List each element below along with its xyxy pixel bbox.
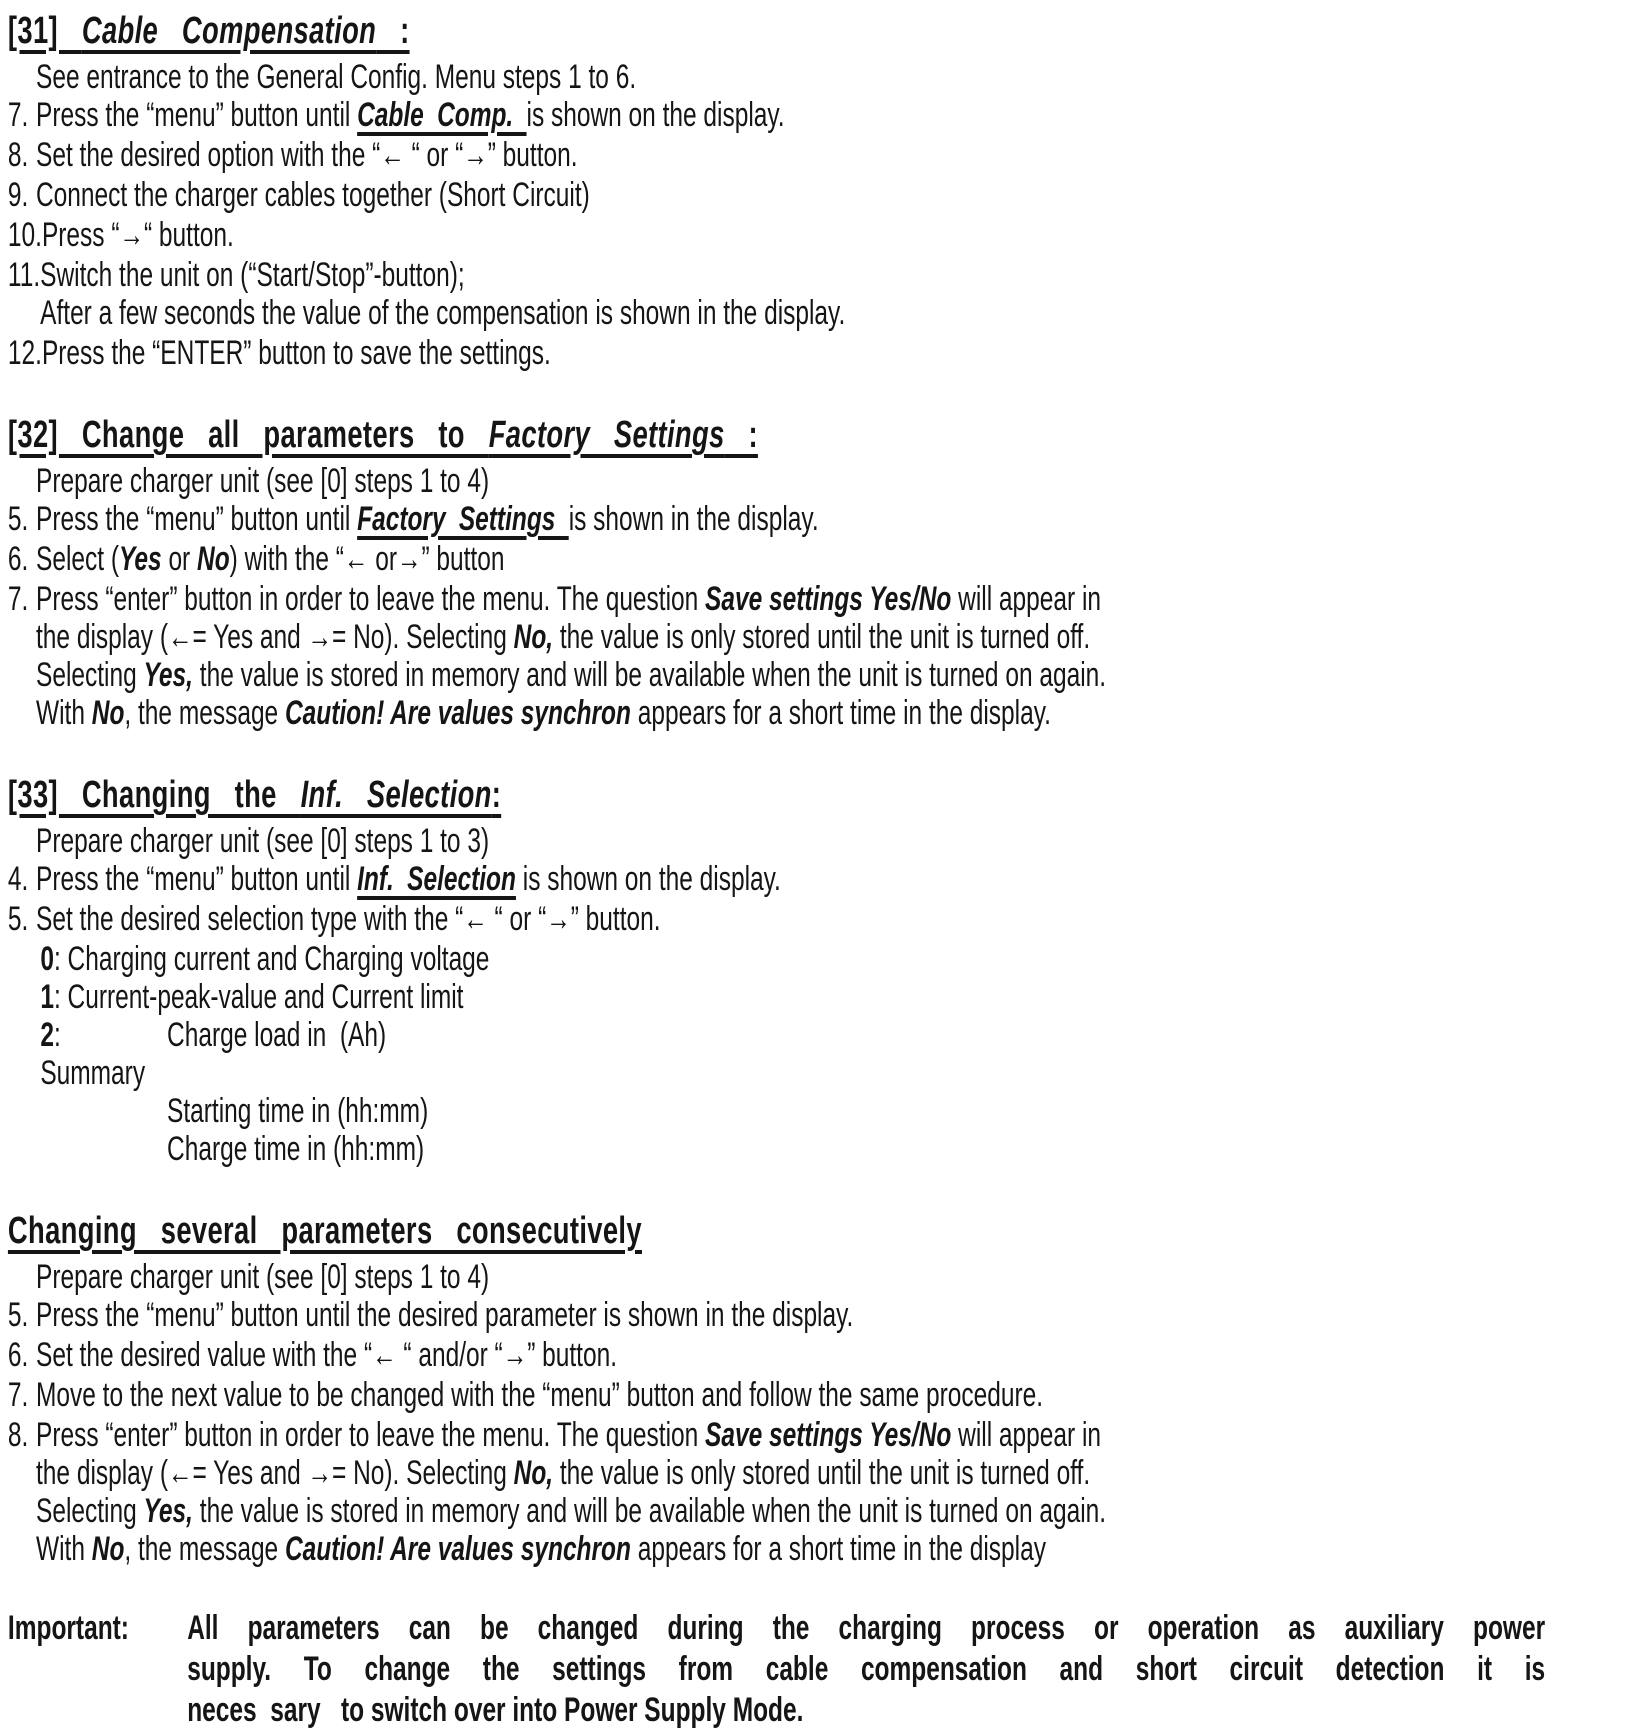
section-consecutive-heading [8,1208,1634,1254]
text-line [36,580,1634,618]
text-run: Select ( [36,540,119,578]
step-text [36,1296,1634,1334]
step-item-5 [8,900,1634,938]
text-run: Inf. Selection [357,860,516,898]
step-number: 12. [7,334,42,372]
step-item-7 [8,96,1634,134]
step-text [36,96,1634,134]
section-32-factory-settings [8,412,1634,732]
step-text [36,1416,1634,1568]
text-run: the display (←= Yes and →= No). Selecting [36,618,514,656]
step-number: 10. [7,216,42,254]
selection-option-1 [40,978,1633,1016]
text-run: Press the “menu” button until [36,500,358,538]
step-item-6 [8,1336,1634,1374]
step-text [42,216,1634,254]
text-run: [31] [7,10,82,52]
text-run: Save settings Yes/No [705,1416,952,1454]
selection-option-2-line2: Starting time in (hh:mm) [167,1092,429,1130]
text-run: Inf. Selection [300,774,492,816]
step-number: 6. [7,540,29,578]
section-consecutive-intro: Prepare charger unit (see [0] steps 1 to 4) [36,1258,490,1296]
text-run: : Charging current and Charging voltage [53,940,490,978]
text-run: Yes [118,540,162,578]
step-text [36,900,1634,938]
text-run: , the message [124,694,285,732]
text-line: All parameters can be changed during the charging process or operation as auxiliary power [187,1609,1546,1647]
text-run: Yes, [143,656,193,694]
text-line: neces sary to switch over into Power Supply Mode. [187,1691,804,1729]
text-run: Switch the unit on (“Start/Stop”-button); [40,256,465,294]
section-32-intro: Prepare charger unit (see [0] steps 1 to 4) [36,462,490,500]
selection-option-2-line3: Charge time in (hh:mm) [167,1130,425,1168]
step-text [36,136,1634,174]
option-key: 2 [40,1016,54,1054]
step-item-11 [8,256,1634,332]
text-run: [32] Change all parameters to [7,414,489,456]
option-key: 1 [40,978,54,1016]
step-text [36,1336,1634,1374]
text-run: With [36,694,92,732]
step-number: 5. [7,1296,29,1334]
text-run: or [161,540,198,578]
step-number: 7. [7,580,29,618]
step-number: 8. [7,136,29,174]
step-item-10 [8,216,1634,254]
text-run: Cable Compensation [81,10,377,52]
step-number: 5. [7,500,29,538]
section-33-intro: Prepare charger unit (see [0] steps 1 to 3) [36,822,490,860]
important-text [187,1608,1545,1731]
step-text [36,580,1634,732]
text-run: Caution! Are values synchron [284,694,631,732]
step-item-6 [8,540,1634,578]
text-line [36,1454,1634,1492]
text-run: No, [513,618,554,656]
step-number: 9. [7,176,29,214]
step-number: 7. [7,96,29,134]
text-run: Set the desired option with the “← “ or “→” button. [36,136,578,174]
step-item-4 [8,860,1634,898]
text-line [36,694,1634,732]
step-item-8 [8,1416,1634,1568]
section-consecutive-parameters [8,1208,1634,1568]
text-run: Factory Settings [357,500,569,538]
step-number: 8. [7,1416,29,1454]
text-run: Press the “ENTER” button to save the settings. [41,334,551,372]
text-line [36,1530,1634,1568]
step-text [40,256,1634,332]
step-text [42,334,1634,372]
step-item-12 [8,334,1634,372]
section-31-cable-compensation [8,8,1634,372]
section-31-heading [8,8,1634,54]
text-run: Set the desired value with the “← “ and/or “→” button. [36,1336,618,1374]
text-run: Press the “menu” button until [36,860,358,898]
text-run: Factory Settings [488,414,725,456]
important-label: Important: [7,1609,129,1647]
text-run: Press the “menu” button until [36,96,358,134]
section-31-intro: See entrance to the General Config. Menu steps 1 to 6. [36,58,637,96]
step-text [36,176,1634,214]
text-run: will appear in [951,1416,1102,1454]
text-run: Cable Comp. [357,96,527,134]
text-run: Caution! Are values synchron [284,1530,631,1568]
text-run: appears for a short time in the display [630,1530,1046,1568]
step-item-9 [8,176,1634,214]
text-line: supply. To change the settings from cable compensation and short circuit detection it is [187,1650,1546,1688]
text-run: Press “→“ button. [41,216,234,254]
step-number: 6. [7,1336,29,1374]
text-run: ) with the “← or→” button [229,540,505,578]
text-run: , the message [124,1530,285,1568]
text-run: No [91,694,125,732]
text-run: Press “enter” button in order to leave the menu. The question [36,1416,706,1454]
option-key: 0 [40,940,54,978]
step-item-8 [8,136,1634,174]
text-run: is shown on the display. [515,860,781,898]
text-run: : Current-peak-value and Current limit [53,978,464,1016]
text-run: Move to the next value to be changed with the “menu” button and follow the same procedure. [36,1376,1044,1414]
important-note [8,1608,1634,1731]
step-text [36,860,1634,898]
text-run: Selecting [36,1492,144,1530]
step-text [36,540,1634,578]
text-run: the value is only stored until the unit is turned off. [553,618,1091,656]
text-run: is shown in the display. [568,500,819,538]
text-run: Press the “menu” button until the desired parameter is shown in the display. [36,1296,854,1334]
text-run: appears for a short time in the display. [630,694,1051,732]
text-run: With [36,1530,92,1568]
text-run: Changing several parameters consecutively [7,1210,642,1252]
text-run: the value is stored in memory and will be available when the unit is turned on again. [192,1492,1107,1530]
step-number: 7. [7,1376,29,1414]
text-run: Connect the charger cables together (Short Circuit) [36,176,590,214]
text-line [36,1416,1634,1454]
selection-option-2 [40,1016,1633,1092]
section-33-inf-selection [8,772,1634,1168]
step-item-7 [8,580,1634,732]
text-run: the display (←= Yes and →= No). Selecting [36,1454,514,1492]
text-run: will appear in [951,580,1102,618]
step-text [36,1376,1634,1414]
step-item-5 [8,1296,1634,1334]
text-run: : [491,774,502,816]
text-run: No, [513,1454,554,1492]
step-text [36,500,1634,538]
text-run: : Summary [40,1016,146,1092]
text-line [36,1492,1634,1530]
text-run: No [91,1530,125,1568]
text-run: Yes, [143,1492,193,1530]
step-number: 11. [7,256,41,294]
step-item-7 [8,1376,1634,1414]
option-lead [40,1016,167,1092]
text-line [36,656,1634,694]
step-number: 4. [7,860,29,898]
text-run: is shown on the display. [526,96,785,134]
text-run: After a few seconds the value of the compensation is shown in the display. [40,294,846,332]
text-run: Press “enter” button in order to leave the menu. The question [36,580,706,618]
section-32-heading [8,412,1634,458]
text-run: : [376,10,410,52]
section-33-heading [8,772,1634,818]
selection-option-0 [40,940,1633,978]
text-run: No [197,540,230,578]
text-line [36,618,1634,656]
text-run: the value is stored in memory and will be available when the unit is turned on again. [192,656,1107,694]
step-item-5 [8,500,1634,538]
text-run: Charge load in (Ah) [167,1016,387,1054]
text-run: Selecting [36,656,144,694]
step-number: 5. [7,900,29,938]
text-run: Save settings Yes/No [705,580,952,618]
text-run: [33] Changing the [7,774,301,816]
text-run: the value is only stored until the unit is turned off. [553,1454,1091,1492]
text-run: Set the desired selection type with the “← “ or “→” button. [36,900,661,938]
text-run: : [724,414,758,456]
